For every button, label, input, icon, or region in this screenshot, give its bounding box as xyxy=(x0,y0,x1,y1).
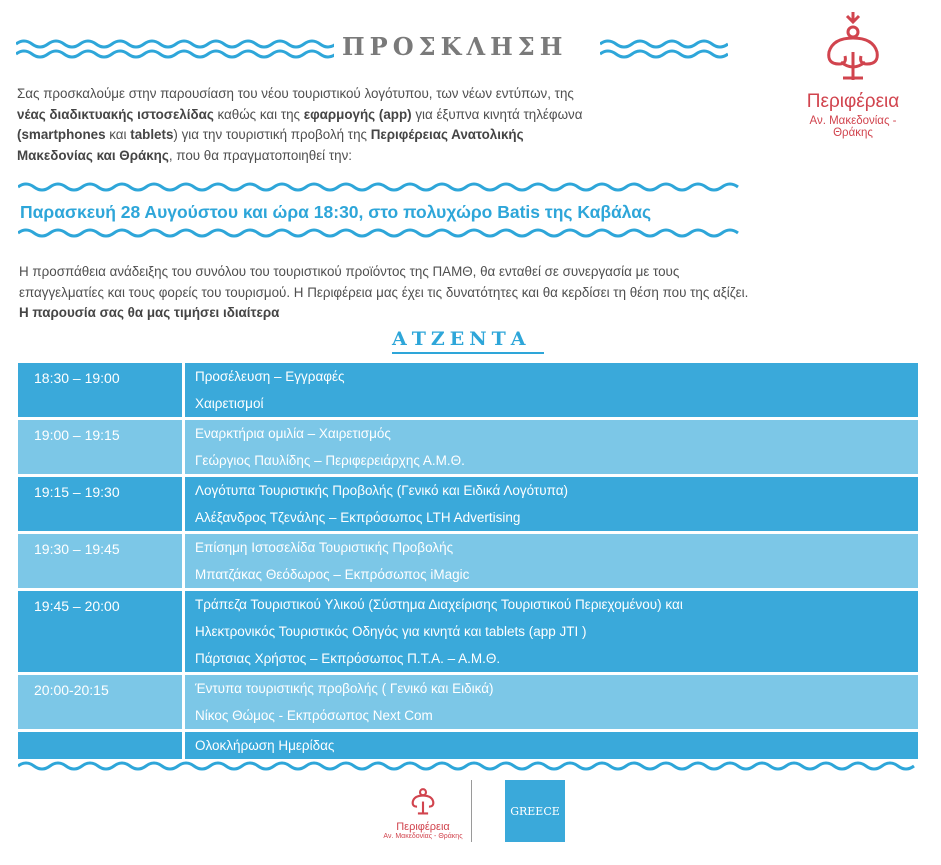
region-logo-subtitle: Αν. Μακεδονίας - Θράκης xyxy=(809,115,897,139)
agenda-items xyxy=(185,477,918,531)
agenda-time: 19:30 – 19:45 xyxy=(18,534,185,588)
agenda-item: Χαιρετισμοί xyxy=(195,396,264,411)
region-logo-name: Περιφέρεια xyxy=(806,91,900,112)
agenda-items xyxy=(185,420,918,474)
agenda-items xyxy=(185,675,918,729)
agenda-items xyxy=(185,732,918,759)
agenda-item: Εναρκτήρια ομιλία – Χαιρετισμός xyxy=(195,426,391,441)
agenda-title-underline xyxy=(392,352,544,354)
agenda-item: Αλέξανδρος Τζενάλης – Εκπρόσωπος LTH Advertising xyxy=(195,510,521,525)
agenda-time: 19:45 – 20:00 xyxy=(18,591,185,672)
agenda-time: 19:00 – 19:15 xyxy=(18,420,185,474)
agenda-items xyxy=(185,591,918,672)
intro-bold-3: (smartphones xyxy=(17,127,106,142)
agenda-item: Μπατζάκας Θεόδωρος – Εκπρόσωπος iMagic xyxy=(195,567,470,582)
region-logo xyxy=(788,6,918,139)
description-line-3: Η παρουσία σας θα μας τιμήσει ιδιαίτερα xyxy=(19,305,280,320)
bottom-wave-decoration xyxy=(18,758,918,774)
top-wave-decoration xyxy=(16,36,334,62)
highlight-wave-bottom xyxy=(18,226,746,240)
agenda-item: Γεώργιος Παυλίδης – Περιφερειάρχης Α.Μ.Θ. xyxy=(195,453,465,468)
footer-divider xyxy=(471,780,472,842)
intro-text-1: Σας προσκαλούμε στην παρουσίαση του νέου τουριστικού λογότυπου, των νέων εντύπων, της xyxy=(17,86,574,101)
footer-logo-subtitle: Αν. Μακεδονίας - Θράκης xyxy=(383,833,463,840)
intro-bold-1: νέας διαδικτυακής ιστοσελίδας xyxy=(17,106,214,122)
intro-bold-5: Περιφέρειας Ανατολικής xyxy=(370,127,524,142)
agenda-time: 18:30 – 19:00 xyxy=(18,363,185,417)
agenda-row xyxy=(18,417,918,474)
intro-text-3: για έξυπνα κινητά τηλέφωνα xyxy=(411,106,583,122)
intro-text-2: καθώς και της xyxy=(213,106,304,122)
invitation-title: ΠΡΟΣΚΛΗΣΗ xyxy=(342,32,568,61)
top-wave-decoration-right xyxy=(600,36,728,62)
intro-bold-6: Μακεδονίας και Θράκης xyxy=(17,147,169,163)
agenda-item: Νίκος Θώμος - Εκπρόσωπος Next Com xyxy=(195,708,433,723)
agenda-item: Πάρτσιας Χρήστος – Εκπρόσωπος Π.Τ.Α. – Α.Μ.Θ. xyxy=(195,651,501,666)
intro-text-4: και xyxy=(105,127,131,142)
agenda-item: Επίσημη Ιστοσελίδα Τουριστικής Προβολής xyxy=(195,540,454,555)
highlight-wave-top xyxy=(18,180,746,194)
agenda-time: 20:00-20:15 xyxy=(18,675,185,729)
footer-logos xyxy=(378,780,578,850)
agenda-item: Προσέλευση – Εγγραφές xyxy=(195,369,345,384)
footer-logo-name: Περιφέρεια xyxy=(396,821,450,833)
agenda-row xyxy=(18,360,918,417)
description-paragraph xyxy=(19,262,919,324)
agenda-title: ΑΤΖΕΝΤΑ xyxy=(392,328,531,350)
event-date-highlight: Παρασκευή 28 Αυγούστου και ώρα 18:30, στο πολυχώρο Batis της Καβάλας xyxy=(20,202,652,222)
intro-text-6: , που θα πραγματοποιηθεί την: xyxy=(168,147,353,163)
intro-bold-2: εφαρμογής (app) xyxy=(303,106,412,122)
region-emblem-icon xyxy=(813,6,893,86)
intro-bold-4: tablets xyxy=(130,127,174,142)
agenda-table xyxy=(18,360,918,759)
agenda-item: Τράπεζα Τουριστικού Υλικού (Σύστημα Διαχείρισης Τουριστικού Περιεχομένου) και xyxy=(195,597,683,612)
agenda-item: Ηλεκτρονικός Τουριστικός Οδηγός για κινητά και tablets (app JTI ) xyxy=(195,624,587,639)
greece-logo: GREECE xyxy=(505,780,565,842)
agenda-row xyxy=(18,729,918,759)
agenda-items xyxy=(185,534,918,588)
footer-region-logo xyxy=(378,782,468,840)
agenda-row xyxy=(18,531,918,588)
agenda-item: Ολοκλήρωση Ημερίδας xyxy=(195,738,335,753)
footer-region-emblem-icon xyxy=(406,782,440,816)
agenda-item: Λογότυπα Τουριστικής Προβολής (Γενικό και Ειδικά Λογότυπα) xyxy=(195,483,569,498)
agenda-time xyxy=(18,732,185,759)
agenda-item: Έντυπα τουριστικής προβολής ( Γενικό και Ειδικά) xyxy=(195,681,494,696)
description-line-1: Η προσπάθεια ανάδειξης του συνόλου του τουριστικού προϊόντος της ΠΑΜΘ, θα ενταθεί σε συνεργασία με τους xyxy=(19,264,680,279)
intro-text-5: ) για την τουριστική προβολή της xyxy=(173,127,371,142)
agenda-row xyxy=(18,672,918,729)
agenda-row xyxy=(18,588,918,672)
agenda-row xyxy=(18,474,918,531)
description-line-2: επαγγελματίες και τους φορείς του τουρισμού. Η Περιφέρεια μας έχει τις δυνατότητες και θα κερδίσει τη θέση που της αξίζει. xyxy=(19,284,749,300)
agenda-time: 19:15 – 19:30 xyxy=(18,477,185,531)
intro-paragraph xyxy=(17,84,707,166)
agenda-items xyxy=(185,363,918,417)
